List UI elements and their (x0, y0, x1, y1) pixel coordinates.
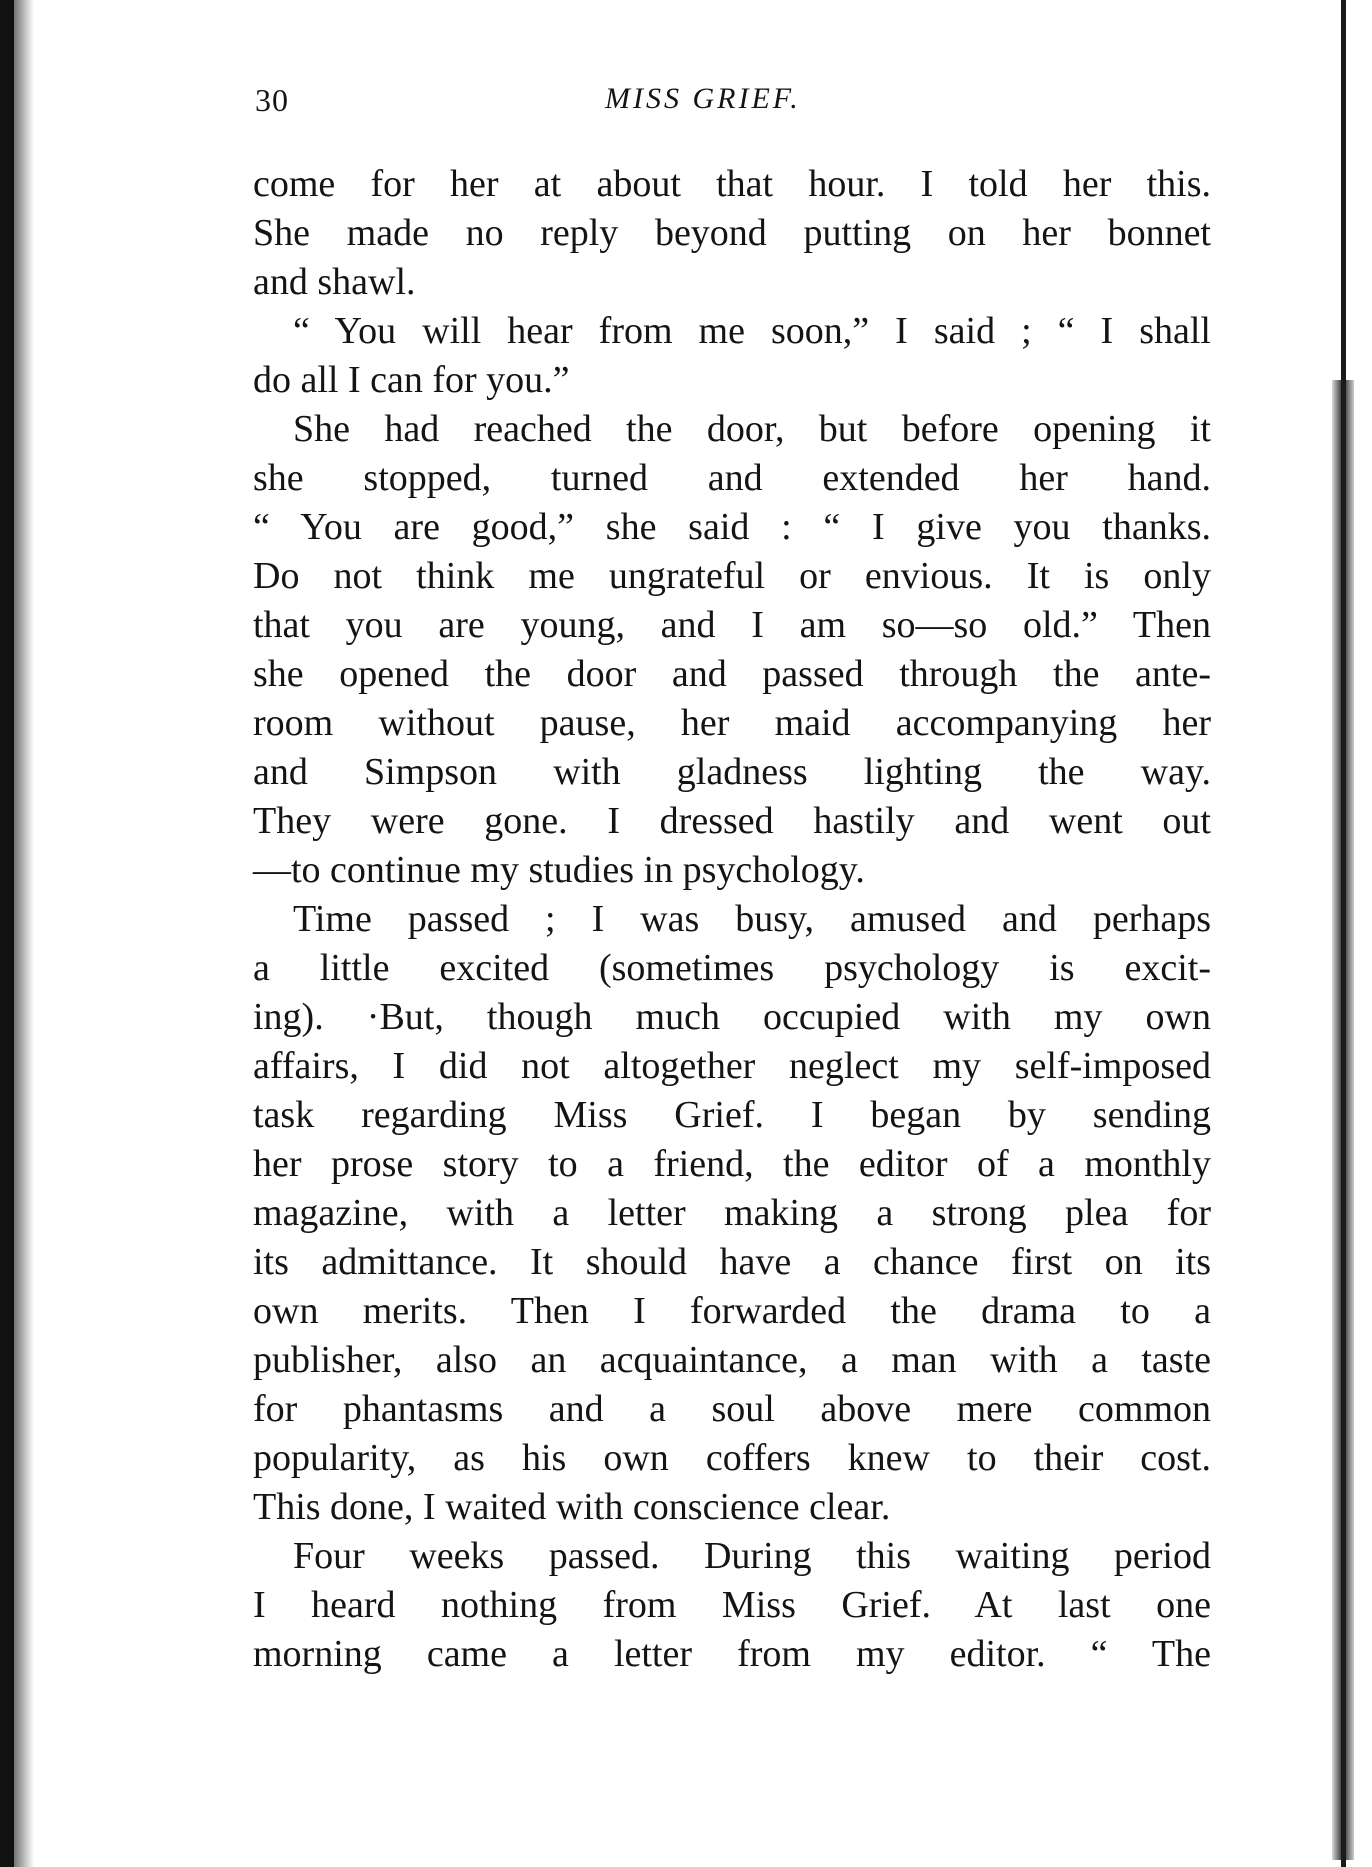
text-line: room without pause, her maid accompanying her (253, 702, 1211, 744)
text-line: Time passed ; I was busy, amused and perhaps (293, 898, 1211, 940)
text-line: She had reached the door, but before opening it (293, 408, 1211, 450)
text-line: and Simpson with gladness lighting the way. (253, 751, 1211, 793)
text-line: that you are young, and I am so—so old.” Then (253, 604, 1211, 646)
text-line: They were gone. I dressed hastily and went out (253, 800, 1211, 842)
text-line: affairs, I did not altogether neglect my self-imposed (253, 1045, 1211, 1087)
text-line: She made no reply beyond putting on her bonnet (253, 212, 1211, 254)
text-line: come for her at about that hour. I told her this. (253, 163, 1211, 205)
scan-binding-gradient-left (14, 0, 34, 1867)
text-line: magazine, with a letter making a strong plea for (253, 1192, 1211, 1234)
text-line: own merits. Then I forwarded the drama to a (253, 1290, 1211, 1332)
page-number: 30 (255, 82, 289, 118)
scan-binding-shadow-left (0, 0, 14, 1867)
running-title: MISS GRIEF. (605, 82, 801, 115)
text-line: This done, I waited with conscience clear. (253, 1486, 891, 1528)
text-line: Do not think me ungrateful or envious. It is only (253, 555, 1211, 597)
text-line: “ You are good,” she said : “ I give you thanks. (253, 506, 1211, 548)
text-line: Four weeks passed. During this waiting period (293, 1535, 1211, 1577)
text-line: a little excited (sometimes psychology is excit- (253, 947, 1211, 989)
text-line: publisher, also an acquaintance, a man with a taste (253, 1339, 1211, 1381)
body-text (253, 160, 1211, 1679)
text-line: —to continue my studies in psychology. (253, 849, 865, 891)
scan-page-edge-line-right (1341, 0, 1346, 1867)
text-line: she stopped, turned and extended her hand. (253, 457, 1211, 499)
text-line: I heard nothing from Miss Grief. At last one (253, 1584, 1211, 1626)
text-line: its admittance. It should have a chance first on its (253, 1241, 1211, 1283)
running-head (255, 82, 1215, 122)
text-line: popularity, as his own coffers knew to their cost. (253, 1437, 1211, 1479)
text-line: ing). ·But, though much occupied with my own (253, 996, 1211, 1038)
text-line: task regarding Miss Grief. I began by sending (253, 1094, 1211, 1136)
text-line: she opened the door and passed through the ante- (253, 653, 1211, 695)
text-line: morning came a letter from my editor. “ The (253, 1633, 1211, 1675)
text-line: do all I can for you.” (253, 359, 570, 401)
text-line: and shawl. (253, 261, 416, 303)
text-line: “ You will hear from me soon,” I said ; “ I shall (293, 310, 1211, 352)
text-line: for phantasms and a soul above mere common (253, 1388, 1211, 1430)
text-line: her prose story to a friend, the editor of a monthly (253, 1143, 1211, 1185)
